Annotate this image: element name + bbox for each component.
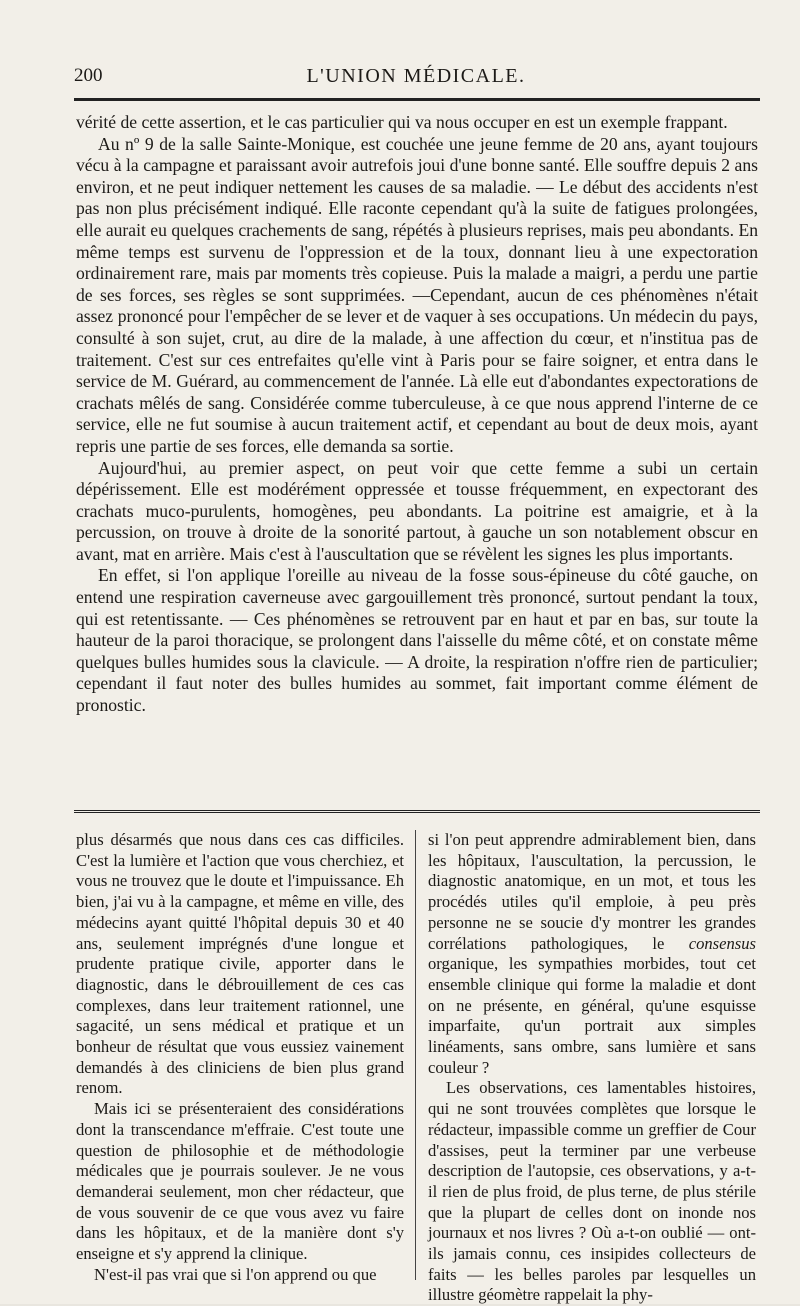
paragraph: Les observations, ces lamentables histoires, qui ne sont trouvées complètes que lorsque le rédacteur, impassible comme un greffier de Cour d'assises, peut la terminer par une verbeuse description de l'autopsie, ces observations, y a-t-il rien de plus froid, de plus terne, de plus stérile que la plupart de celles dont on inonde nos journaux et nos livres ? Où a-t-on oublié — ont-ils jamais connu, ces insipides collecteurs de faits — les belles paroles par lesquelles un illustre géomètre rappelait la phy- <box>428 1078 756 1305</box>
column-divider <box>415 830 416 1280</box>
header-rule <box>74 98 760 101</box>
italic-term: consensus <box>688 933 756 953</box>
running-title: L'UNION MÉDICALE. <box>306 64 526 87</box>
paragraph: Au nº 9 de la salle Sainte-Monique, est couchée une jeune femme de 20 ans, ayant toujours vécu à la campagne et paraissant avoir autrefois joui d'une bonne santé. Elle souffre depuis 2 ans environ, et ne peut indiquer nettement les causes de sa maladie. — Le début des accidents n'est pas non plus précisément indiqué. Elle raconte cependant qu'à la suite de fatigues prolongées, elle aurait eu quelques crachements de sang, répétés à plusieurs reprises, mais peu abondants. En même temps est survenu de l'oppression et de la toux, donnant lieu à une expectoration ordinairement rare, mais par moments très copieuse. Puis la malade a maigri, a perdu une partie de ses forces, ses règles se sont supprimées. —Cependant, aucun de ces phénomènes n'était assez prononcé pour l'empêcher de se lever et de vaquer à ses occupations. Un médecin du pays, consulté à son sujet, crut, au dire de la malade, à une affection du cœur, et n'institua pas de traitement. C'est sur ces entrefaites qu'elle vint à Paris pour se faire soigner, et entra dans le service de M. Guérard, au commencement de l'année. Là elle eut d'abondantes expectorations de crachats mêlés de sang. Considérée comme tuberculeuse, à ce que nous apprend l'interne de ce service, elle ne fut soumise à aucun traitement actif, et cependant au bout de deux mois, ayant repris une partie de ses forces, elle demanda sa sortie. <box>76 133 758 456</box>
paragraph: vérité de cette assertion, et le cas particulier qui va nous occuper en est un exemple frappant. <box>76 112 728 132</box>
paragraph: plus désarmés que nous dans ces cas difficiles. C'est la lumière et l'action que vous cherchiez, et vous ne trouvez que le doute et l'impuissance. Eh bien, j'ai vu à la campagne, et même en ville, des médecins ayant quitté l'hôpital depuis 30 et 40 ans, seulement imprégnés d'une longue et prudente pratique civile, apporter dans le diagnostic, dans le débrouillement de ces cas complexes, dans leur traitement rationnel, une sagacité, un sens médical et pratique et un bonheur de résultat que vous eussiez vainement demandés à des cliniciens de bien plus grand renom. <box>76 830 404 1098</box>
paragraph <box>428 830 756 1078</box>
paragraph: Mais ici se présenteraient des considérations dont la transcendance m'effraie. C'est toute une question de philosophie et de méthodologie médicales que je pourrais soulever. Je ne vous demanderai seulement, mon cher rédacteur, que de vous souvenir de ce que vous avez vu faire dans les hôpitaux, et de la manière dont s'y enseigne et s'y apprend la clinique. <box>76 1099 404 1264</box>
paragraph: En effet, si l'on applique l'oreille au niveau de la fosse sous-épineuse du côté gauche, on entend une respiration caverneuse avec gargouillement très prononcé, surtout pendant la toux, qui est retentissante. — Ces phénomènes se retrouvent par en haut et par en bas, sur toute la hauteur de la paroi thoracique, se prolongent dans l'aisselle du même côté, et on constate même quelques bulles humides sous la clavicule. — A droite, la respiration n'offre rien de particulier; cependant il faut noter des bulles humides au sommet, fait important comme élément de pronostic. <box>76 565 758 716</box>
paragraph: Aujourd'hui, au premier aspect, on peut voir que cette femme a subi un certain dépérissement. Elle est modérément oppressée et tousse fréquemment, en expectorant des crachats muco-purulents, homogènes, peu abondants. La poitrine est amaigrie, et à la percussion, on trouve à droite de la sonorité partout, à gauche un son notablement obscur en avant, mat en arrière. Mais c'est à l'auscultation que se révèlent les signes les plus importants. <box>76 457 758 564</box>
page-header <box>74 58 758 94</box>
case-report-section <box>76 112 758 717</box>
paragraph: N'est-il pas vrai que si l'on apprend ou que <box>94 1264 377 1284</box>
section-divider-rule <box>74 810 760 813</box>
left-column <box>76 830 404 1285</box>
text-run: si l'on peut apprendre admirablement bien, dans les hôpitaux, l'auscultation, la percussion, le diagnostic anatomique, en un mot, et tous les procédés utiles qu'il emploie, à peu près personne ne se soucie d'y montrer les grandes corrélations pathologiques, le <box>428 830 756 953</box>
page-number: 200 <box>74 65 103 86</box>
right-column <box>428 830 756 1306</box>
text-run: organique, les sympathies morbides, tout cet ensemble clinique qui forme la maladie et dont on ne présente, en général, qu'une esquisse imparfaite, qu'un portrait aux simples linéaments, sans ombre, sans lumière et sans couleur ? <box>428 954 756 1077</box>
